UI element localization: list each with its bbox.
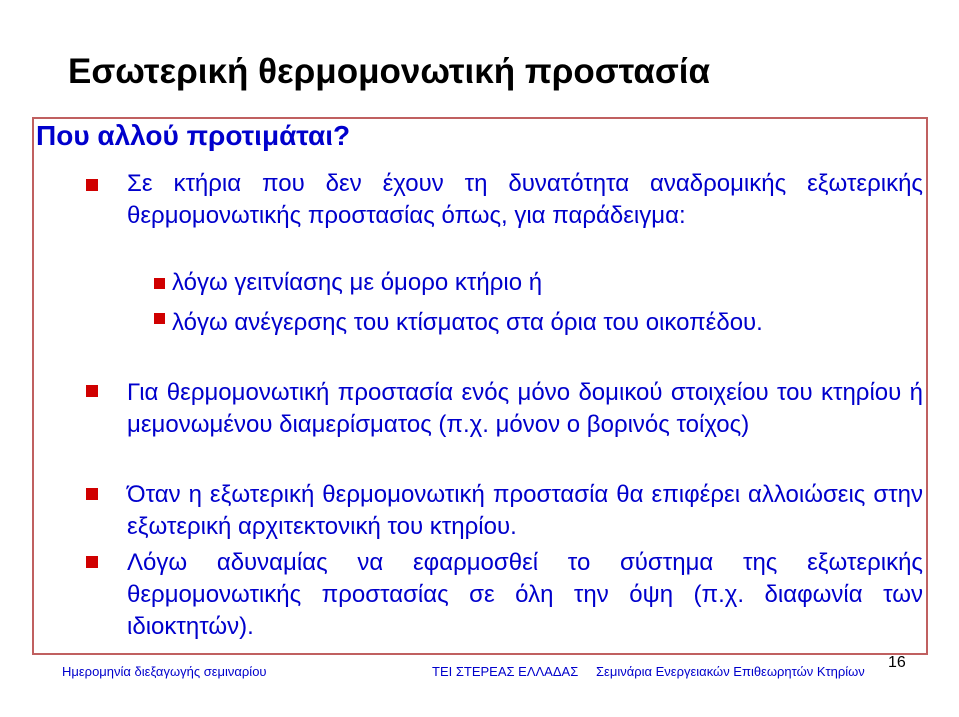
- bullet-text: Σε κτήρια που δεν έχουν τη δυνατότητα αναδρομικής εξωτερικής θερμομονωτικής προστασίας όπως, για παράδειγμα:: [127, 170, 923, 229]
- bullet-text: Για θερμομονωτική προστασία ενός μόνο δομικού στοιχείου του κτηρίου ή μεμονωμένου διαμερίσματος (π.χ. μόνον ο βορινός τοίχος): [127, 379, 923, 438]
- slide-subtitle: Που αλλού προτιμάται?: [36, 120, 354, 152]
- sub-bullet-text: λόγω γειτνίασης με όμορο κτήριο ή: [172, 269, 543, 296]
- sub-bullet-square-icon: [154, 278, 165, 289]
- bullet-square-icon: [86, 179, 98, 191]
- slide-title: Εσωτερική θερμομονωτική προστασία: [68, 52, 711, 91]
- footer-date: Ημερομηνία διεξαγωγής σεμιναρίου: [62, 664, 267, 679]
- bullet-text: Όταν η εξωτερική θερμομονωτική προστασία θα επιφέρει αλλοιώσεις στην εξωτερική αρχιτεκτονική του κτηρίου.: [127, 481, 923, 540]
- footer-institution: ΤΕΙ ΣΤΕΡΕΑΣ ΕΛΛΑΔΑΣ: [432, 664, 579, 679]
- page-number: 16: [888, 654, 906, 671]
- bullet-text: Λόγω αδυναμίας να εφαρμοσθεί το σύστημα της εξωτερικής θερμομονωτικής προστασίας σε όλη την όψη (π.χ. διαφωνία των ιδιοκτητών).: [127, 549, 923, 640]
- sub-bullet-text: λόγω ανέγερσης του κτίσματος στα όρια του οικοπέδου.: [172, 309, 763, 336]
- bullet-square-icon: [86, 385, 98, 397]
- footer-seminar: Σεμινάρια Ενεργειακών Επιθεωρητών Κτηρίων: [596, 664, 865, 679]
- bullet-square-icon: [86, 556, 98, 568]
- bullet-square-icon: [86, 488, 98, 500]
- sub-bullet-square-icon: [154, 313, 165, 324]
